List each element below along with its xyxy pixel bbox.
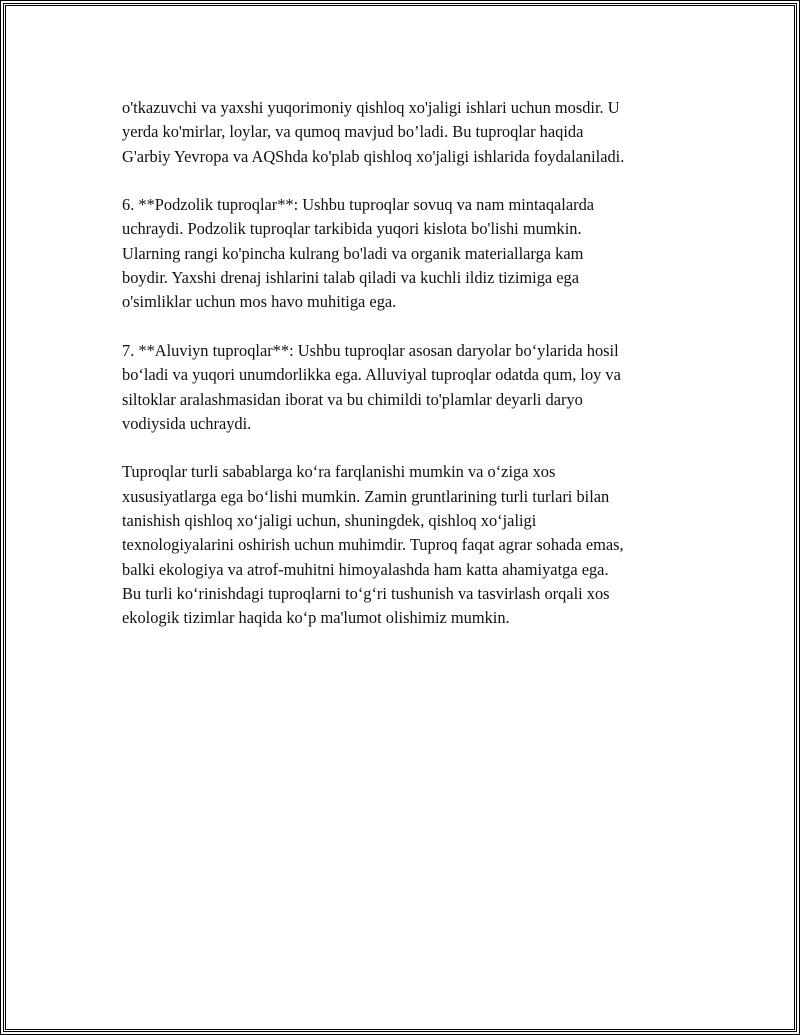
paragraph-podzolik-soils: 6. **Podzolik tuproqlar**: Ushbu tuproqlar sovuq va nam mintaqalarda uchraydi. Podzolik tuproqlar tarkibida yuqori kislota bo'lishi mumkin. Ularning rangi ko'pincha kulrang bo'ladi va organik materiallarga kam boydir. Yaxshi drenaj ishlarini talab qiladi va kuchli ildiz tizimiga ega o'simliklar uchun mos havo muhitiga ega. bbox=[122, 195, 595, 312]
paragraph-alluvial-soils: 7. **Aluviyn tuproqlar**: Ushbu tuproqlar asosan daryolar bo‘ylarida hosil bo‘ladi va yuqori unumdorlikka ega. Alluviyal tuproqlar odatda qum, loy va siltoklar aralashmasidan iborat va bu chimildi to'plamlar deyarli daryo vodiysida uchraydi. bbox=[122, 340, 621, 433]
paragraph-continuation: o'tkazuvchi va yaxshi yuqorimoniy qishloq xo'jaligi ishlari uchun mosdir. U yerda ko'mirlar, loylar, va qumoq mavjud bo’ladi. Bu tuproqlar haqida G'arbiy Yevropa va AQShda ko'plab qishloq xo'jaligi ishlarida foydalaniladi. bbox=[122, 98, 625, 166]
page-frame bbox=[3, 3, 797, 1032]
document-body bbox=[122, 96, 694, 655]
paragraph-conclusion: Tuproqlar turli sabablarga ko‘ra farqlanishi mumkin va o‘ziga xos xususiyatlarga ega bo‘lishi mumkin. Zamin gruntlarining turli turlari bilan tanishish qishloq xo‘jaligi uchun, shuningdek, qishloq xo‘jaligi texnologiyalarini oshirish uchun muhimdir. Tuproq faqat agrar sohada emas, balki ekologiya va atrof-muhitni himoyalashda ham katta ahamiyatga ega. Bu turli ko‘rinishdagi tuproqlarni to‘g‘ri tushunish va tasvirlash orqali xos ekologik tizimlar haqida ko‘p ma'lumot olishimiz mumkin. bbox=[122, 462, 624, 628]
